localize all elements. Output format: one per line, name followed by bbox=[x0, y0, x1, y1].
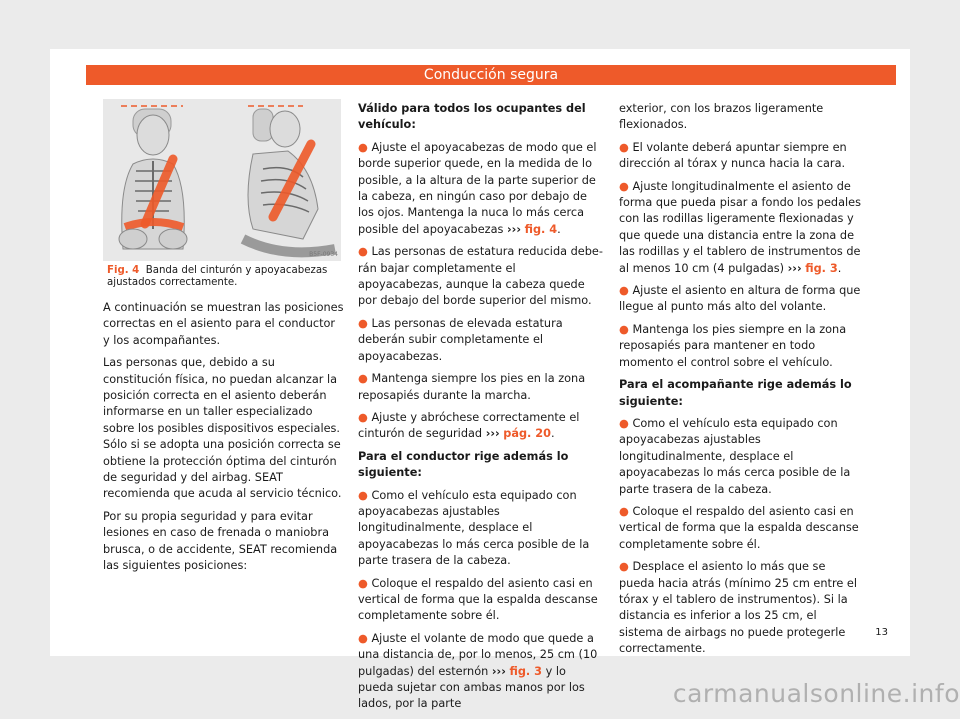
seat-belt-illustration bbox=[103, 99, 341, 261]
bullet-item: ● Coloque el respaldo del asiento casi en vertical de forma que la espalda descanse completamente sobre él. bbox=[358, 576, 598, 623]
watermark-footer bbox=[0, 679, 960, 708]
watermark-text: carmanualsonline.info bbox=[672, 679, 960, 708]
bullet-item: ● Ajuste y abróchese correctamente el cinturón de seguridad ››› pág. 20. bbox=[358, 410, 580, 441]
bullet-item: ● Las personas de elevada estatura deberán subir completamente el apoyacabezas. bbox=[358, 316, 563, 363]
bullet-item: ● El volante deberá apuntar siempre en dirección al tórax y nunca hacia la cara. bbox=[619, 140, 847, 171]
column-1 bbox=[103, 300, 345, 581]
bullet-item: ● Ajuste longitudinalmente el asiento de forma que pueda pisar a fondo los pedales con las rodillas ligeramente flexionadas y que quede una distancia entre la zona de las rodillas y el tablero de instrumentos de al menos 10 cm (4 pulgadas) ››› fig. 3. bbox=[619, 179, 861, 275]
subheading: Para el acompañante rige además lo siguiente: bbox=[619, 378, 852, 408]
section-header: Conducción segura bbox=[86, 65, 896, 85]
subheading: Válido para todos los ocupantes del vehículo: bbox=[358, 102, 586, 132]
paragraph: A continuación se muestran las posiciones correctas en el asiento para el conductor y los acompañantes. bbox=[103, 301, 344, 347]
column-3 bbox=[619, 101, 864, 664]
bullet-icon: ● bbox=[358, 245, 368, 259]
bullet-item: ● Ajuste el volante de modo que quede a una distancia de, por lo menos, 25 cm (10 pulgadas) del esternón ››› fig. 3 y lo pueda sujetar con ambas manos por los lados, por la parte bbox=[358, 631, 598, 711]
bullet-icon: ● bbox=[619, 504, 629, 518]
subheading: Para el conductor rige además lo siguiente: bbox=[358, 449, 569, 480]
cross-reference-link[interactable]: fig. 3 bbox=[805, 261, 838, 275]
bullet-icon: ● bbox=[358, 410, 368, 424]
paragraph: exterior, con los brazos ligeramente flexionados. bbox=[619, 102, 824, 132]
arrow-icon: ››› bbox=[507, 222, 521, 236]
cross-reference-link[interactable]: fig. 3 bbox=[509, 664, 542, 678]
arrow-icon: ››› bbox=[787, 261, 802, 275]
figure-caption bbox=[107, 265, 337, 289]
figure-4 bbox=[103, 99, 341, 296]
paragraph: Las personas que, debido a su constitución física, no puedan alcanzar la posición correcta en el asiento deberán informarse en un taller especializado sobre los posibles dispositivos especiales. Sólo si se adopta una posición correcta se obtiene la protección óptima del cinturón de seguridad y del airbag. SEAT recomienda que acuda al servicio técnico. bbox=[103, 356, 342, 501]
arrow-icon: ››› bbox=[491, 664, 506, 678]
bullet-icon: ● bbox=[358, 316, 368, 330]
bullet-icon: ● bbox=[619, 140, 629, 154]
bullet-item: ● Coloque el respaldo del asiento casi en vertical de forma que la espalda descanse completamente sobre él. bbox=[619, 504, 859, 551]
figure-caption-text: Banda del cinturón y apoyacabezas ajustados correctamente. bbox=[107, 265, 328, 288]
bullet-item: ● Mantenga siempre los pies en la zona reposapiés durante la marcha. bbox=[358, 372, 586, 402]
column-2 bbox=[358, 101, 603, 719]
cross-reference-link[interactable]: pág. 20 bbox=[503, 427, 551, 441]
figure-number: Fig. 4 bbox=[107, 265, 140, 276]
bullet-item: ● Mantenga los pies siempre en la zona reposapiés para mantener en todo momento el control sobre el vehículo. bbox=[619, 322, 847, 369]
bullet-icon: ● bbox=[358, 372, 368, 386]
figure-illustration bbox=[103, 99, 341, 261]
paragraph: Por su propia seguridad y para evitar lesiones en caso de frenada o maniobra brusca, o de accidente, SEAT recomienda las siguientes posiciones: bbox=[103, 509, 338, 573]
bullet-icon: ● bbox=[358, 140, 368, 154]
bullet-icon: ● bbox=[619, 322, 629, 336]
bullet-icon: ● bbox=[619, 560, 629, 574]
bullet-icon: ● bbox=[358, 488, 368, 502]
bullet-item: ● Ajuste el apoyacabezas de modo que el borde superior quede, en la medida de lo posible, a la altura de la parte superior de la cabeza, en ningún caso por debajo de los ojos. Mantenga la nuca lo más cerca posible del apoyacabezas ››› fig. 4. bbox=[358, 140, 597, 236]
figure-code: B5F-0934 bbox=[309, 251, 338, 258]
bullet-item: ● Desplace el asiento lo más que se pueda hacia atrás (mínimo 25 cm entre el tórax y el tablero de instrumentos). Si la distancia es inferior a los 25 cm, el sistema de airbags no puede protegerle correctamente. bbox=[619, 560, 858, 656]
bullet-icon: ● bbox=[358, 631, 368, 645]
page-number: 13 bbox=[875, 627, 888, 638]
bullet-item: ● Como el vehículo esta equipado con apoyacabezas ajustables longitudinalmente, desplace el apoyacabezas lo más cerca posible de la parte trasera de la cabeza. bbox=[358, 488, 590, 568]
bullet-icon: ● bbox=[619, 416, 629, 430]
bullet-item: ● Las personas de estatura reducida deberán bajar completamente el apoyacabezas, aunque la cabeza quede por debajo del borde superior del mismo. bbox=[358, 245, 603, 308]
bullet-icon: ● bbox=[358, 576, 368, 590]
bullet-item: ● Como el vehículo esta equipado con apoyacabezas ajustables longitudinalmente, desplace el apoyacabezas lo más cerca posible de la parte trasera de la cabeza. bbox=[619, 416, 851, 496]
bullet-item: ● Ajuste el asiento en altura de forma que llegue al punto más alto del volante. bbox=[619, 284, 861, 314]
cross-reference-link[interactable]: fig. 4 bbox=[524, 222, 558, 236]
bullet-icon: ● bbox=[619, 284, 629, 298]
bullet-icon: ● bbox=[619, 179, 629, 193]
arrow-icon: ››› bbox=[485, 427, 500, 441]
